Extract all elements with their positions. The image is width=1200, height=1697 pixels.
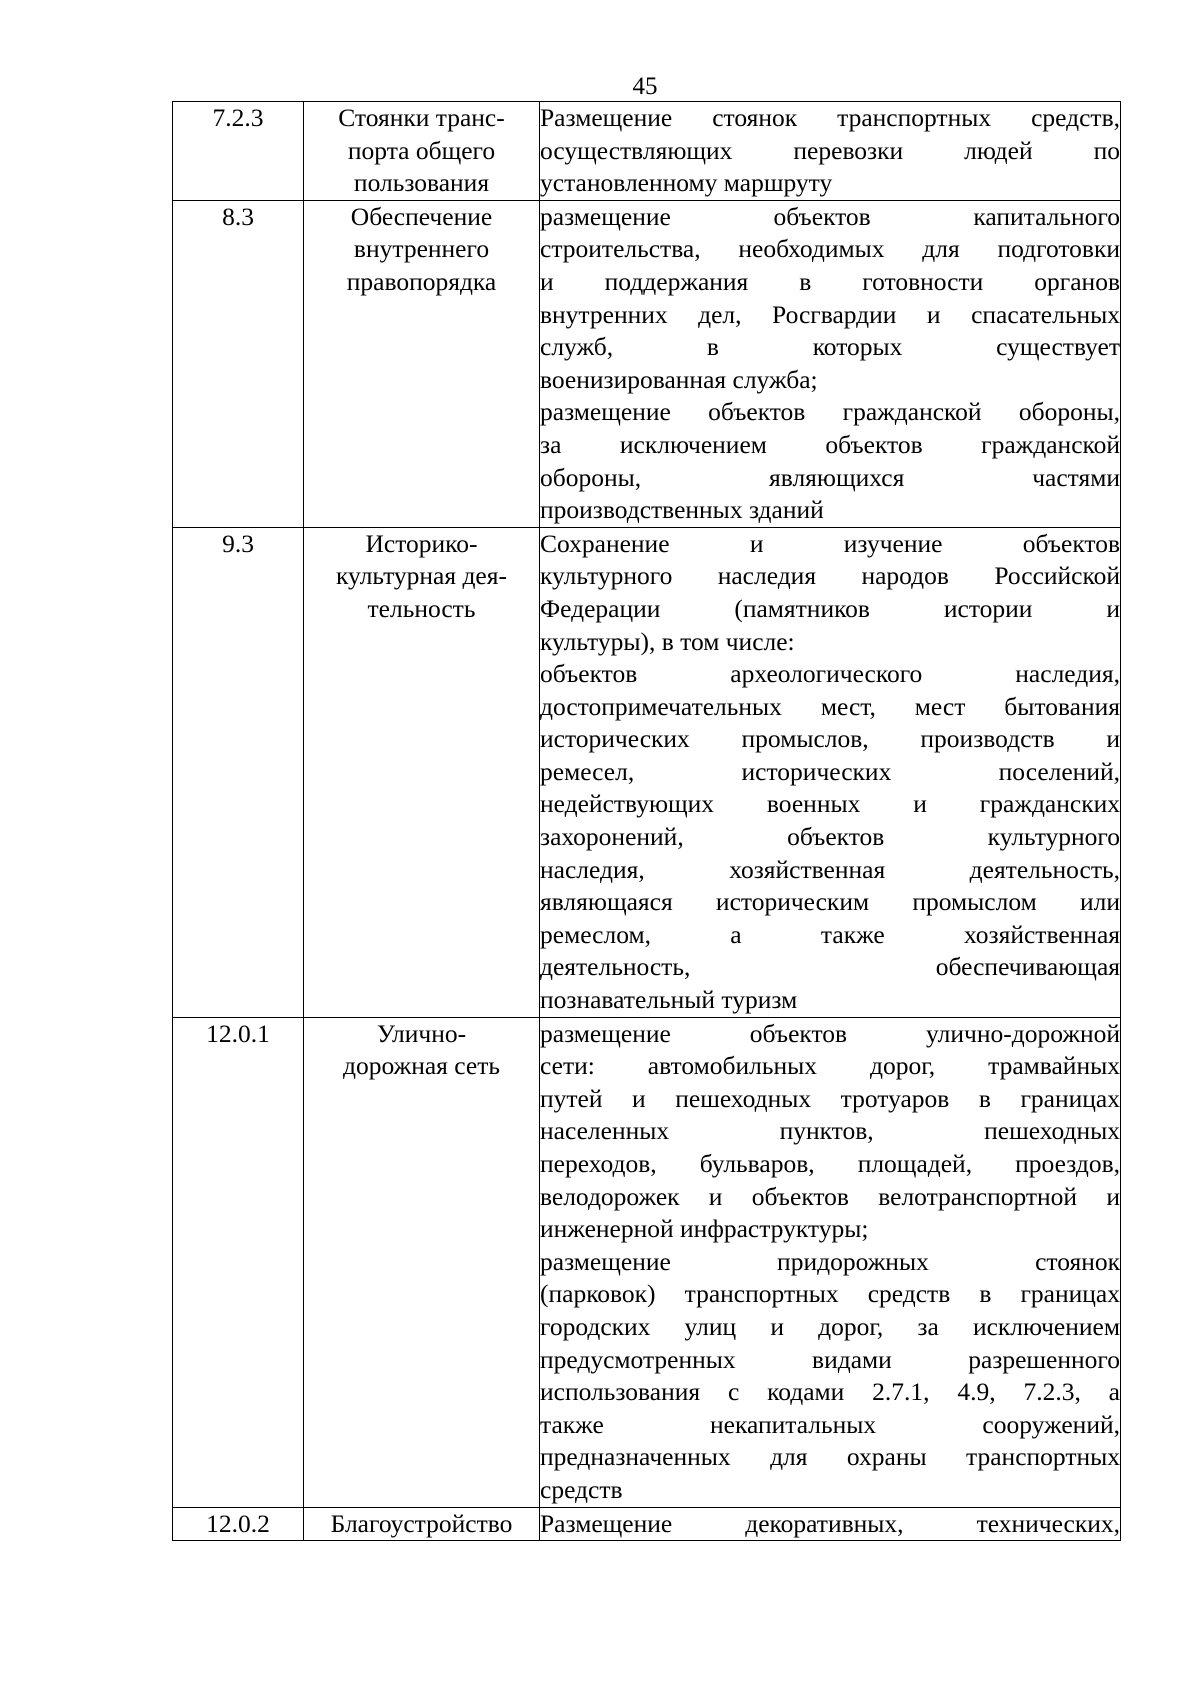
description-line: размещение объектов гражданской обороны, [540,397,1120,427]
description-line: размещение придорожных стоянок [540,1246,1120,1276]
name-line: Благоустройство [330,1508,513,1538]
description-line: исторических промыслов, производств и [540,724,1120,754]
description-line: Размещение декоративных, технических, [540,1508,1120,1538]
cell-name [304,1017,540,1507]
description-line: размещение объектов улично-дорожной [540,1018,1120,1048]
description-line: познавательный туризм [540,985,798,1015]
description-line: Федерации (памятников истории и [540,593,1120,623]
cell-code: 7.2.3 [173,102,304,201]
cell-code: 12.0.1 [173,1017,304,1507]
name-line: дорожная сеть [343,1051,500,1081]
description-line: также некапитальных сооружений, [540,1409,1120,1439]
description-line: за исключением объектов гражданской [540,429,1120,459]
description-line: служб, в которых существует [540,332,1120,362]
description-line: являющаяся историческим промыслом или [540,887,1120,917]
description-line: предназначенных для охраны транспортных [540,1442,1120,1472]
description-line: захоронений, объектов культурного [540,822,1120,852]
land-use-table [172,101,1121,1541]
description-line: инженерной инфраструктуры; [540,1214,869,1244]
name-line: культурная дея- [336,561,507,591]
table-row [173,200,1121,527]
cell-name [304,1507,540,1541]
cell-code: 8.3 [173,200,304,527]
cell-code: 9.3 [173,527,304,1017]
description-line: предусмотренных видами разрешенного [540,1344,1120,1374]
description-line: культурного наследия народов Российской [540,561,1120,591]
table-body [173,102,1121,1541]
description-line: населенных пунктов, пешеходных [540,1116,1120,1146]
description-line: (парковок) транспортных средств в границах [540,1279,1120,1309]
table-row [173,1017,1121,1507]
description-line: достопримечательных мест, мест бытования [540,691,1120,721]
table-row [173,527,1121,1017]
description-line: переходов, бульваров, площадей, проездов, [540,1149,1120,1178]
description-line: ремеслом, а также хозяйственная [540,919,1120,949]
description-line: обороны, являющихся частями [540,462,1120,492]
description-line: производственных зданий [540,495,824,525]
name-line: Стоянки транс- [338,103,505,132]
description-line: деятельность, обеспечивающая [540,952,1120,982]
cell-code: 12.0.2 [173,1507,304,1541]
name-line: тельность [367,593,476,623]
description-line: сети: автомобильных дорог, трамвайных [540,1051,1120,1081]
description-line: и поддержания в готовности органов [540,266,1120,296]
cell-name [304,527,540,1017]
table-row [173,1507,1121,1541]
description-line: средств [540,1474,623,1504]
description-line: установленному маршруту [540,168,833,198]
name-line: порта общего [347,135,496,165]
name-line: Обеспечение [350,201,493,231]
description-line: путей и пешеходных тротуаров в границах [540,1083,1120,1113]
cell-description [540,1017,1121,1507]
description-line: размещение объектов капитального [540,201,1120,231]
name-line: Улично- [376,1018,467,1048]
description-line: Сохранение и изучение объектов [540,528,1120,558]
name-line: внутреннего [353,234,490,264]
description-line: военизированная служба; [540,364,818,394]
description-line: использования с кодами 2.7.1, 4.9, 7.2.3, а [540,1377,1120,1407]
cell-description [540,200,1121,527]
description-line: наследия, хозяйственная деятельность, [540,854,1120,884]
description-line: велодорожек и объектов велотранспортной и [540,1181,1120,1211]
cell-description [540,527,1121,1017]
name-line: пользования [353,168,490,198]
description-line: осуществляющих перевозки людей по [540,135,1120,165]
cell-description [540,1507,1121,1541]
description-line: внутренних дел, Росгвардии и спасательных [540,299,1120,329]
description-line: культуры), в том числе: [540,626,795,656]
cell-name [304,200,540,527]
cell-description [540,102,1121,201]
description-line: объектов археологического наследия, [540,659,1120,689]
name-line: Историко- [365,528,478,558]
description-line: городских улиц и дорог, за исключением [540,1311,1120,1341]
table-row [173,102,1121,201]
name-line: правопорядка [346,266,497,296]
cell-name [304,102,540,201]
description-line: ремесел, исторических поселений, [540,756,1120,786]
description-line: недействующих военных и гражданских [540,789,1120,819]
page-number: 45 [632,73,658,100]
description-line: Размещение стоянок транспортных средств, [540,103,1120,132]
description-line: строительства, необходимых для подготовки [540,234,1120,264]
